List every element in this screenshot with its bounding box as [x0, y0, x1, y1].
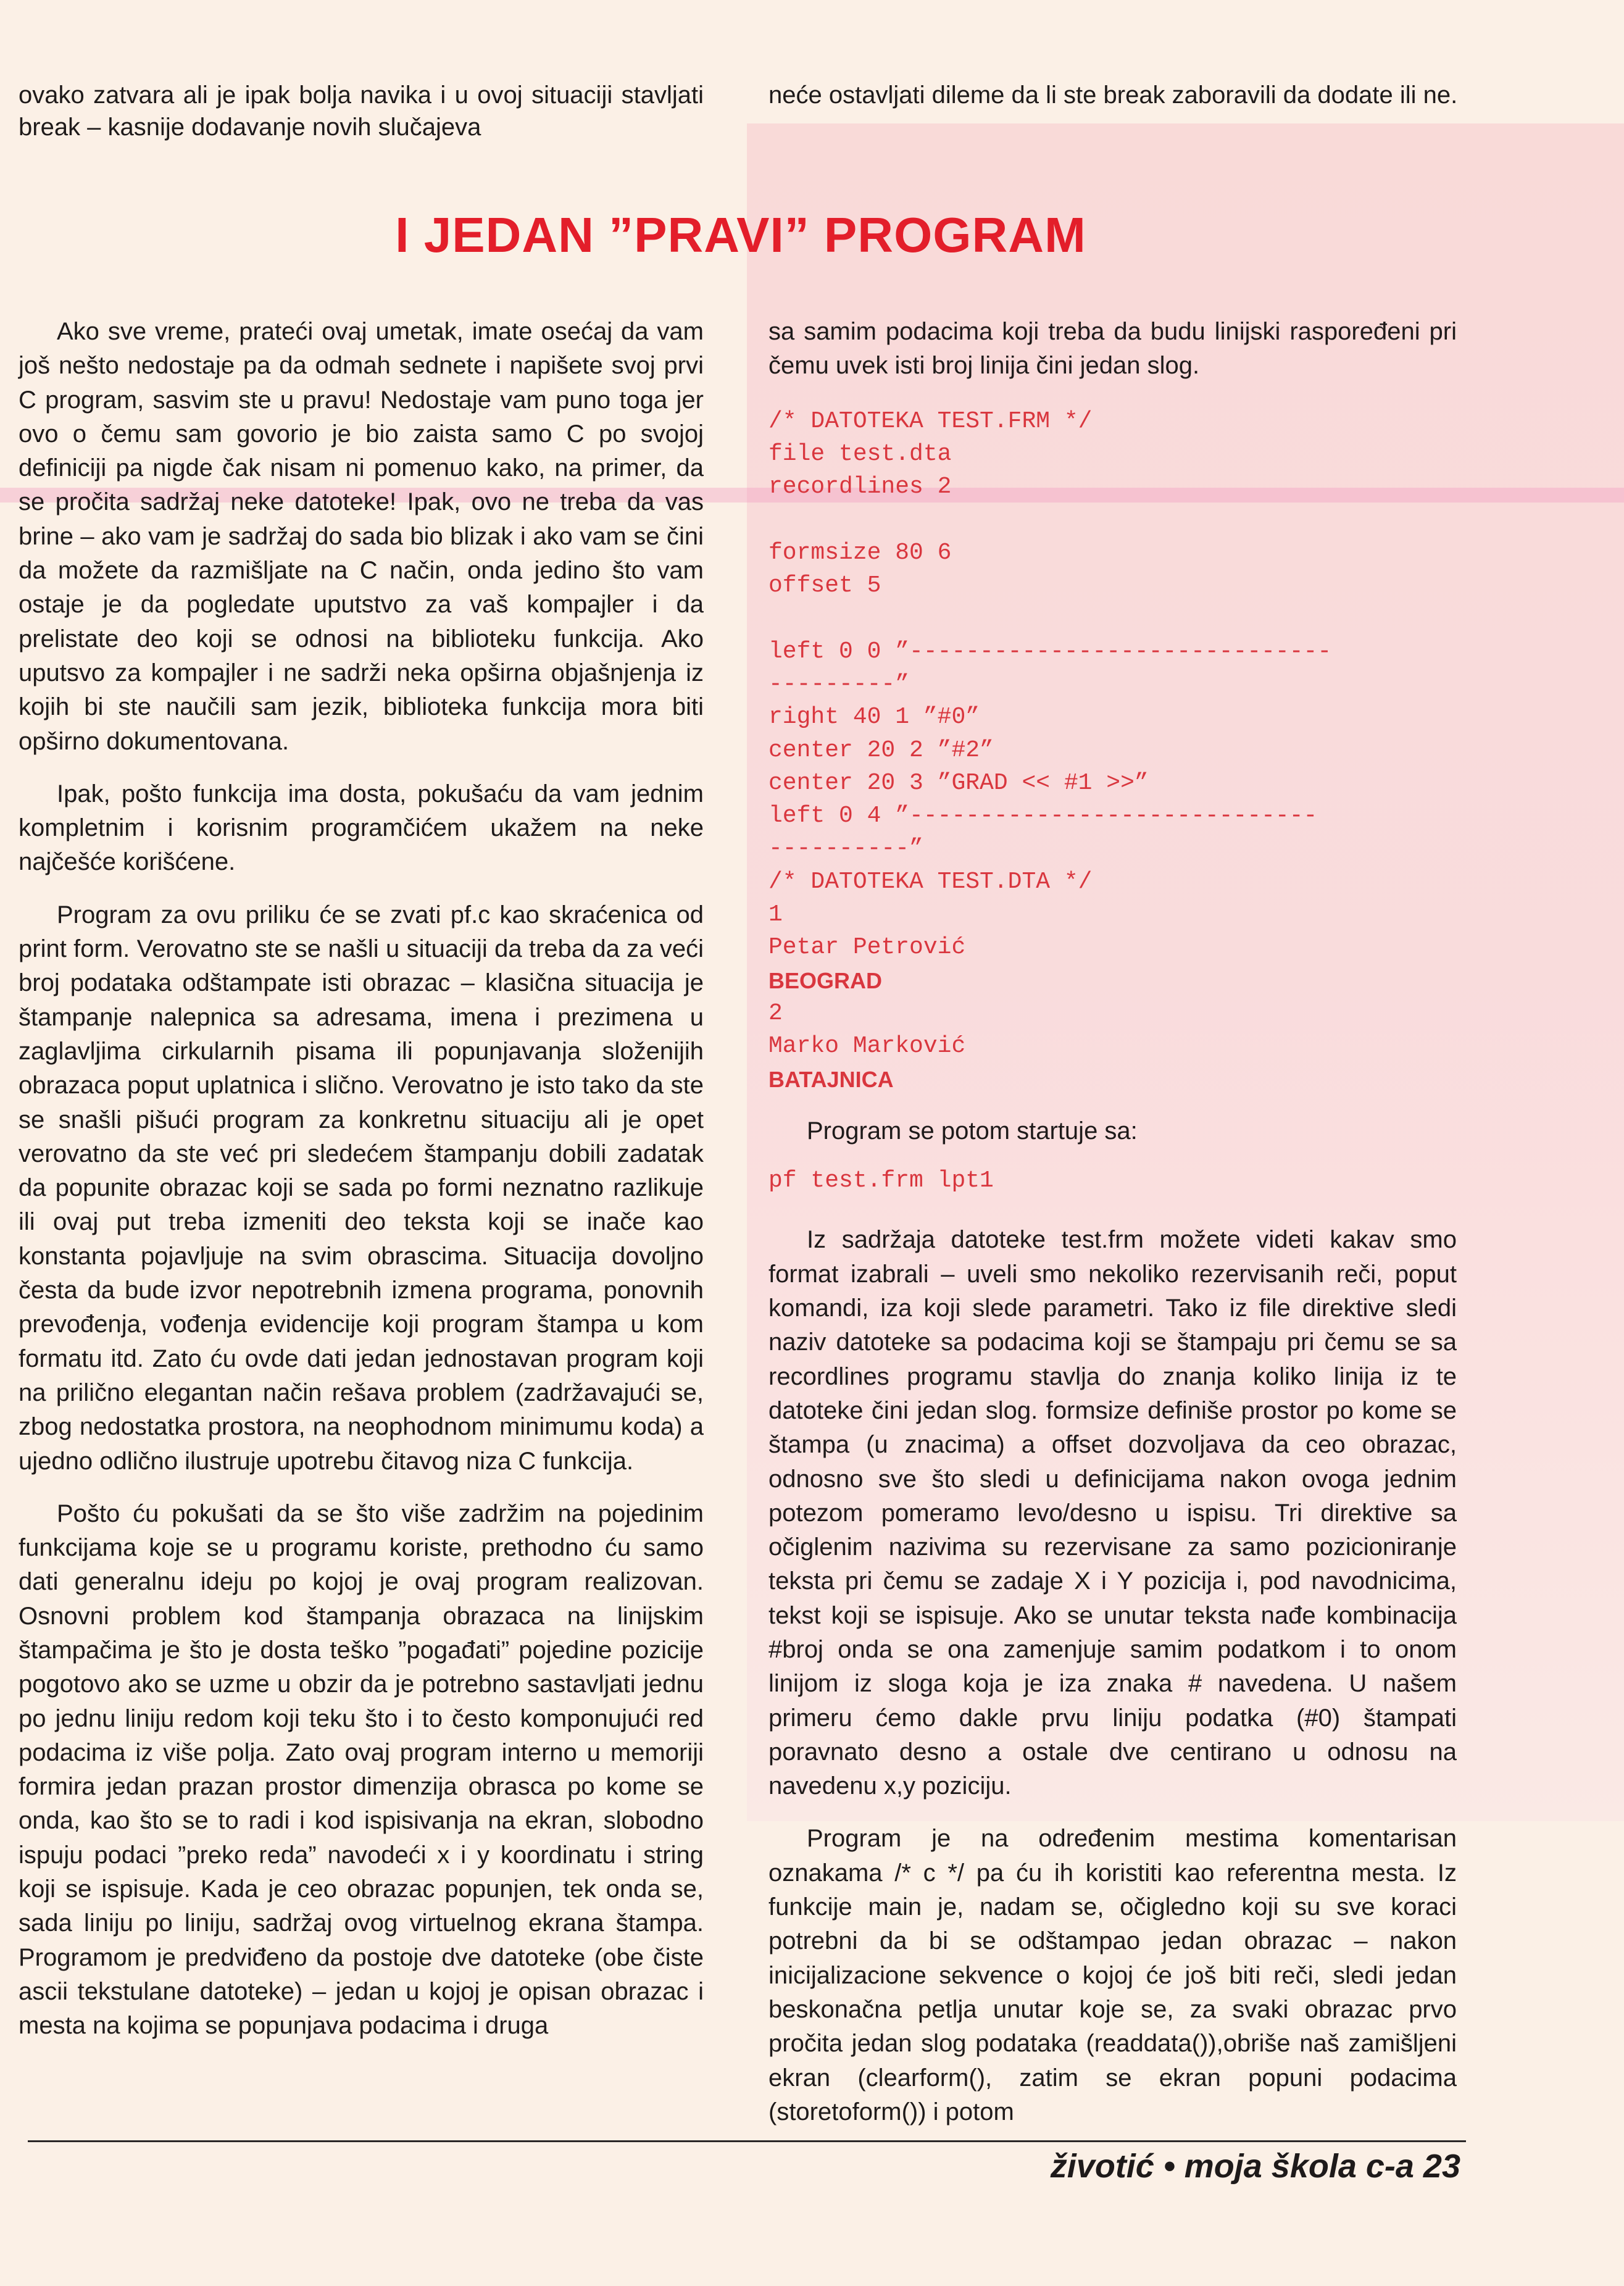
- code-line: left 0 4 ”-----------------------------: [768, 803, 1318, 830]
- right-column: [768, 315, 1457, 2129]
- start-text: Program se potom startuje sa:: [807, 1117, 1138, 1145]
- code-line: formsize 80 6: [768, 539, 952, 566]
- right-intro-paragraph: sa samim podacima koji treba da budu linijski raspoređeni pri čemu uvek isti broj linija čini jedan slog.: [768, 318, 1457, 380]
- right-paragraph-test-frm: Iz sadržaja datoteke test.frm možete videti kakav smo format izabrali – uveli smo nekoliko rezervisanih reči, poput komandi, iza koji slede parametri. Tako iz file direktive sledi naziv datoteke sa podacima koji se štampaju pri čemu se sa recordlines programu stavlja do znanja koliko linija iz te datoteke čini jedan slog. formsize definiše prostor po kome se štampa (u znacima) a offset dozvoljava da ceo obrazac, odnosno sve što sledi u definicijama nakon ovoga jednim potezom pomeramo levo/desno u ispisu. Tri direktive sa očiglenim nazivima su rezervisane za samo pozicioniranje teksta pri čemu se zadaje X i Y pozicija i, pod navodnicima, tekst koji se ispisuje. Ako se unutar teksta nađe kombinacija #broj onda se ona zamenjuje samim podatkom i to onom linijom iz sloga koja je iza znaka # navedena. U našem primeru ćemo dakle prvu liniju podatka (#0) štampati poravnato desno a ostale dve centirano u odnosu na navedenu x,y poziciju.: [768, 1226, 1457, 1800]
- left-paragraph-2: Ipak, pošto funkcija ima dosta, pokušaću da vam jednim kompletnim i korisnim programčićem ukažem na neke najčešće korišćene.: [19, 780, 704, 876]
- top-right-continuation: [768, 79, 1460, 111]
- code-line: 1: [768, 901, 783, 928]
- code-line: center 20 2 ”#2”: [768, 736, 994, 764]
- code-line-batajnica: BATAJNICA: [768, 1066, 894, 1092]
- start-command: pf test.frm lpt1: [768, 1167, 994, 1195]
- left-paragraph-1: Ako sve vreme, prateći ovaj umetak, imate osećaj da vam još nešto nedostaje pa da odmah sednete i napišete svoj prvi C program, sasvim ste u pravu! Nedostaje vam puno toga jer ovo o čemu sam govorio je bio zaista samo C po svojoj definiciji pa nigde čak nisam ni pomenuo kako, na primer, da se pročita sadržaj neke datoteke! Ipak, ovo ne treba da vas brine – ako vam je sadržaj do sada bio blizak i ako vam se čini da možete da razmišljate na C način, onda jedino što vam ostaje je da pogledate uputstvo za vaš kompajler i da prelistate deo koji se odnosi na biblioteku funkcija. Ako uputsvo za kompajler i ne sadrži neka opširna objašnjenja iz kojih bi ste naučili sam jezik, biblioteka funkcija mora biti opširno dokumentovana.: [19, 318, 704, 755]
- code-line-beograd: BEOGRAD: [768, 967, 883, 993]
- code-line: center 20 3 ”GRAD << #1 >>”: [768, 769, 1149, 796]
- code-line: Petar Petrović: [768, 934, 966, 961]
- code-line: left 0 0 ”------------------------------: [768, 638, 1332, 665]
- code-line: /* DATOTEKA TEST.DTA */: [768, 868, 1093, 895]
- code-line: [768, 503, 1457, 536]
- top-left-continuation: [19, 79, 704, 143]
- footer-rule: [28, 2140, 1466, 2142]
- code-line: ---------”: [768, 670, 910, 698]
- top-right-text: neće ostavljati dileme da li ste break zaboravili da dodate ili ne.: [768, 81, 1458, 109]
- code-line: ----------”: [768, 835, 923, 862]
- left-paragraph-4: Pošto ću pokušati da se što više zadržim na pojedinim funkcijama koje se u programu koriste, prethodno ću samo dati generalnu ideju po kojoj je ovaj program realizovan. Osnovni problem kod štampanja obrazaca na linijskim štampačima je što je dosta teško ”pogađati” pojedine pozicije pogotovo ako se uzme u obzir da je potrebno sastavljati jednu po jednu liniju redom koji teku što i to često komponujući red podacima iz više polja. Zato ovaj program interno u memoriji formira jedan prazan prostor dimenzija obrasca po kome se onda, kao što se to radi i kod ispisivanja na ekran, slobodno ispuju podaci ”preko reda” navodeći x i y koordinatu i string koji se ispisuje. Kada je ceo obrazac popunjen, tek onda se, sada liniju po liniju, sadržaj ovog virtuelnog ekrana štampa. Programom je predviđeno da postoje dve datoteke (obe čiste ascii tekstulane datoteke) – jedan u kojoj je opisan obrazac i mesta na kojima se popunjava podacima i druga: [19, 1500, 704, 2040]
- page-footer: životić • moja škola c-a 23: [1050, 2148, 1460, 2185]
- code-line: [768, 602, 1457, 635]
- code-line-marko: Marko Marković: [768, 1033, 966, 1060]
- code-line: offset 5: [768, 572, 881, 599]
- left-paragraph-3: Program za ovu priliku će se zvati pf.c kao skraćenica od print form. Verovatno ste se našli u situaciji da treba da za veći broj podataka odštampate isti obrazac – klasična situacija je štampanje nalepnica sa adresama, imena i prezimena u zaglavljima cirkularnih pisama ili popunjavanja složenijih obrazaca poput uplatnica i slično. Verovatno je isto tako da ste se snašli pišući program za konkretnu situaciju ali je opet verovatno da ste već pri sledećem štampanju dobili zadatak da popunite obrazac koji se sada po formi neznatno razlikuje ili ovaj put treba izmeniti deo teksta koji se inače kao konstanta pojavljuje na svim obrascima. Situacija dovoljno česta da bude izvor nepotrebnih izmena programa, ponovnih prevođenja, vođenja evidencije koji program štampa u kom formatu itd. Zato ću ovde dati jedan jednostavan program koji na prilično elegantan način rešava problem (zadržavajući se, zbog nedostatka prostora, na neophodnom minimumu koda) a ujedno odlično ilustruje upotrebu čitavog niza C funkcija.: [19, 901, 704, 1475]
- code-line: file test.dta: [768, 440, 952, 467]
- article-title: I JEDAN ”PRAVI” PROGRAM: [395, 207, 1086, 262]
- code-line: right 40 1 ”#0”: [768, 704, 980, 731]
- right-paragraph-main: Program je na određenim mestima komentarisan oznakama /* c */ pa ću ih koristiti kao referentna mesta. Iz funkcije main je, nadam se, očigledno koji su sve koraci potrebni da bi se odštampao jedan obrazac – nakon inicijalizacione sekvence o kojoj će još biti reči, sledi jedan beskonačna petlja unutar koje se, za svaki obrazac prvo pročita jedan slog podataka (readdata()),obriše naš zamišljeni ekran (clearform(), zatim se ekran popuni podacima (storetoform()) i potom: [768, 1825, 1457, 2125]
- left-column: [19, 315, 704, 2043]
- code-line: /* DATOTEKA TEST.FRM */: [768, 407, 1093, 435]
- code-line-2: 2: [768, 999, 783, 1027]
- code-frm-listing: [768, 405, 1457, 964]
- code-listing: [768, 405, 1457, 1096]
- code-line: recordlines 2: [768, 473, 952, 501]
- top-left-text: ovako zatvara ali je ipak bolja navika i u ovoj situaciji stavljati break – kasnije dodavanje novih slučajeva: [19, 81, 704, 141]
